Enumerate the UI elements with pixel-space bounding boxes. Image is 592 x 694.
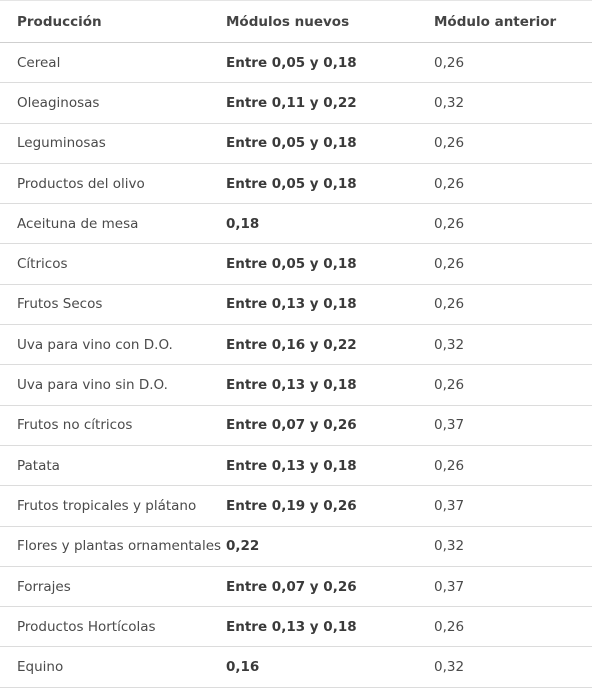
cell-produccion: Leguminosas bbox=[17, 135, 106, 152]
table-body bbox=[0, 43, 592, 688]
cell-modulos-nuevos: Entre 0,05 y 0,18 bbox=[226, 54, 357, 71]
cell-modulos-nuevos: Entre 0,11 y 0,22 bbox=[226, 94, 357, 111]
cell-produccion: Oleaginosas bbox=[17, 94, 100, 111]
cell-produccion: Flores y plantas ornamentales bbox=[17, 538, 222, 555]
table-row bbox=[0, 406, 592, 446]
cell-produccion: Uva para vino con D.O. bbox=[17, 336, 173, 353]
table-row bbox=[0, 647, 592, 687]
table-row bbox=[0, 446, 592, 486]
cell-modulos-nuevos: Entre 0,19 y 0,26 bbox=[226, 497, 357, 514]
cell-modulos-nuevos: Entre 0,13 y 0,18 bbox=[226, 296, 357, 313]
cell-modulos-nuevos: Entre 0,13 y 0,18 bbox=[226, 457, 357, 474]
cell-produccion: Frutos tropicales y plátano bbox=[17, 497, 197, 514]
cell-modulo-anterior: 0,26 bbox=[434, 54, 465, 71]
cell-produccion: Cereal bbox=[17, 54, 61, 71]
table-row bbox=[0, 567, 592, 607]
cell-produccion: Patata bbox=[17, 457, 60, 474]
cell-modulo-anterior: 0,26 bbox=[434, 256, 465, 273]
cell-produccion: Equino bbox=[17, 659, 64, 676]
cell-modulos-nuevos: 0,22 bbox=[226, 538, 260, 555]
table-row bbox=[0, 325, 592, 365]
cell-modulos-nuevos: Entre 0,13 y 0,18 bbox=[226, 377, 357, 394]
cell-modulo-anterior: 0,26 bbox=[434, 175, 465, 192]
table-row bbox=[0, 607, 592, 647]
cell-modulos-nuevos: Entre 0,13 y 0,18 bbox=[226, 618, 357, 635]
cell-modulo-anterior: 0,26 bbox=[434, 377, 465, 394]
cell-modulos-nuevos: 0,18 bbox=[226, 215, 260, 232]
cell-modulo-anterior: 0,26 bbox=[434, 457, 465, 474]
cell-modulo-anterior: 0,26 bbox=[434, 135, 465, 152]
cell-produccion: Uva para vino sin D.O. bbox=[17, 377, 168, 394]
cell-modulo-anterior: 0,26 bbox=[434, 618, 465, 635]
table-row bbox=[0, 204, 592, 244]
table-row bbox=[0, 365, 592, 405]
cell-modulo-anterior: 0,32 bbox=[434, 538, 465, 555]
table-header-row bbox=[0, 1, 592, 43]
cell-modulo-anterior: 0,26 bbox=[434, 296, 465, 313]
table-row bbox=[0, 43, 592, 83]
header-produccion: Producción bbox=[17, 13, 102, 30]
cell-modulo-anterior: 0,37 bbox=[434, 417, 465, 434]
cell-modulos-nuevos: Entre 0,16 y 0,22 bbox=[226, 336, 357, 353]
cell-modulo-anterior: 0,32 bbox=[434, 94, 465, 111]
cell-produccion: Frutos Secos bbox=[17, 296, 103, 313]
table-row bbox=[0, 83, 592, 123]
cell-produccion: Frutos no cítricos bbox=[17, 417, 133, 434]
header-modulo-anterior: Módulo anterior bbox=[434, 13, 557, 30]
cell-produccion: Productos Hortícolas bbox=[17, 618, 156, 635]
cell-modulo-anterior: 0,32 bbox=[434, 659, 465, 676]
cell-modulo-anterior: 0,37 bbox=[434, 497, 465, 514]
cell-modulo-anterior: 0,26 bbox=[434, 215, 465, 232]
table-row bbox=[0, 486, 592, 526]
table-row bbox=[0, 527, 592, 567]
cell-modulos-nuevos: Entre 0,05 y 0,18 bbox=[226, 256, 357, 273]
header-modulos-nuevos: Módulos nuevos bbox=[226, 13, 350, 30]
cell-modulo-anterior: 0,32 bbox=[434, 336, 465, 353]
cell-modulos-nuevos: Entre 0,07 y 0,26 bbox=[226, 578, 357, 595]
cell-produccion: Aceituna de mesa bbox=[17, 215, 139, 232]
cell-modulos-nuevos: 0,16 bbox=[226, 659, 260, 676]
table-row bbox=[0, 244, 592, 284]
cell-modulos-nuevos: Entre 0,07 y 0,26 bbox=[226, 417, 357, 434]
cell-modulo-anterior: 0,37 bbox=[434, 578, 465, 595]
table-row bbox=[0, 164, 592, 204]
table-row bbox=[0, 285, 592, 325]
cell-modulos-nuevos: Entre 0,05 y 0,18 bbox=[226, 135, 357, 152]
cell-produccion: Forrajes bbox=[17, 578, 71, 595]
cell-produccion: Cítricos bbox=[17, 256, 68, 273]
cell-produccion: Productos del olivo bbox=[17, 175, 145, 192]
table-row bbox=[0, 124, 592, 164]
cell-modulos-nuevos: Entre 0,05 y 0,18 bbox=[226, 175, 357, 192]
